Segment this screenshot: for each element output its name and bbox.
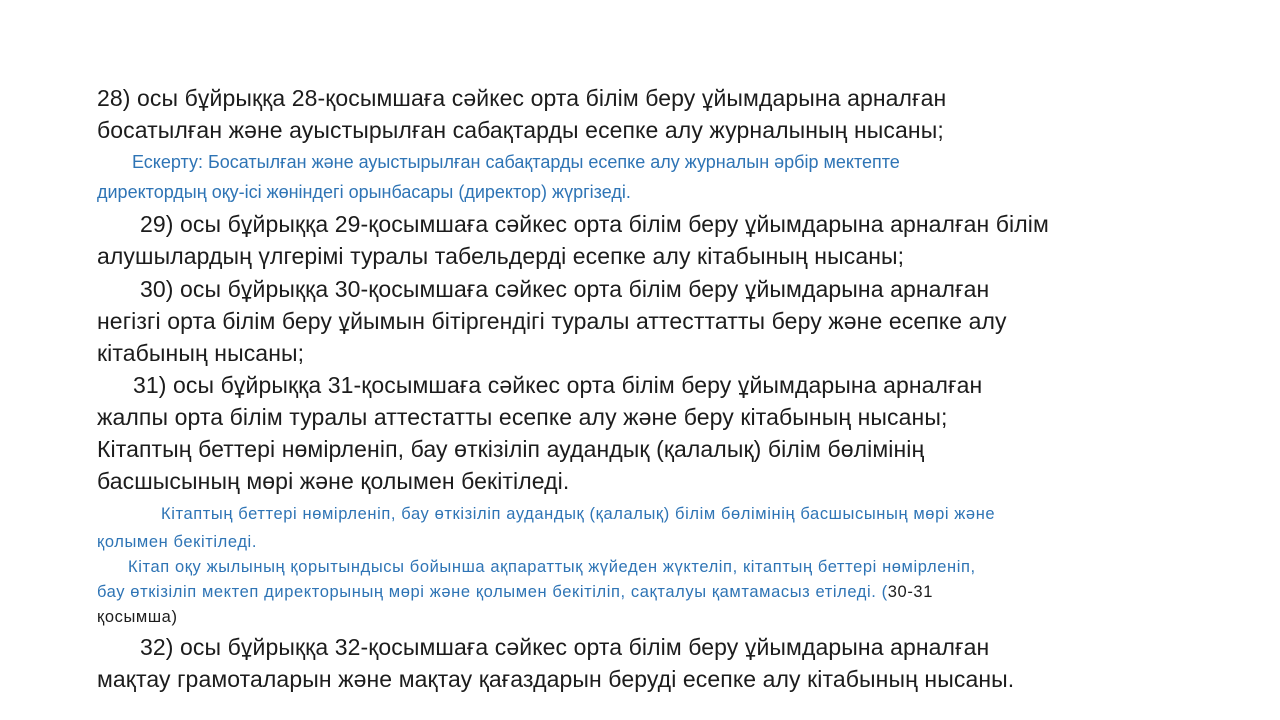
item-30-line-3: кітабының нысаны;: [97, 340, 305, 366]
item-28-line-2: босатылған және ауыстырылған сабақтарды есепке алу журналының нысаны;: [97, 117, 944, 143]
note-31a-line-1: Кітаптың беттері нөмірленіп, бау өткізіліп аудандық (қалалық) білім бөлімінің басшысының мөрі және: [161, 505, 996, 523]
note-31a-line-2: қолымен бекітіледі.: [97, 533, 258, 551]
item-29-line-1: 29) осы бұйрыққа 29-қосымшаға сәйкес орта білім беру ұйымдарына арналған білім: [140, 211, 1049, 237]
item-31-line-4: басшысының мөрі және қолымен бекітіледі.: [97, 468, 570, 494]
item-31-line-3: Кітаптың беттері нөмірленіп, бау өткізіліп аудандық (қалалық) білім бөлімінің: [97, 436, 925, 462]
item-30-line-1: 30) осы бұйрыққа 30-қосымшаға сәйкес орта білім беру ұйымдарына арналған: [140, 276, 990, 302]
note-28-line-2: директордың оқу-ісі жөніндегі орынбасары (директор) жүргізеді.: [97, 182, 631, 202]
item-28-line-1: 28) осы бұйрыққа 28-қосымшаға сәйкес орта білім беру ұйымдарына арналған: [97, 85, 947, 111]
item-32-line-1: 32) осы бұйрыққа 32-қосымшаға сәйкес орта білім беру ұйымдарына арналған: [140, 634, 990, 660]
note-31b-line-1: Кітап оқу жылының қорытындысы бойынша ақпараттық жүйеден жүктеліп, кітаптың беттері нөмірленіп,: [128, 558, 976, 576]
item-31-line-2: жалпы орта білім туралы аттестатты есепке алу және беру кітабының нысаны;: [97, 404, 948, 430]
item-30-line-2: негізгі орта білім беру ұйымын бітіргендігі туралы аттесттатты беру және есепке алу: [97, 308, 1007, 334]
item-29-line-2: алушылардың үлгерімі туралы табельдерді есепке алу кітабының нысаны;: [97, 243, 905, 269]
note-31b-reference: 30-31: [887, 583, 933, 601]
note-31b-line-2: [97, 583, 933, 602]
item-31-line-1: 31) осы бұйрыққа 31-қосымшаға сәйкес орта білім беру ұйымдарына арналған: [133, 372, 983, 398]
note-28-line-1: Ескерту: Босатылған және ауыстырылған сабақтарды есепке алу журналын әрбір мектепте: [132, 152, 900, 172]
item-32-line-2: мақтау грамоталарын және мақтау қағаздарын беруді есепке алу кітабының нысаны.: [97, 666, 1015, 692]
note-31b-line-2-text: бау өткізіліп мектеп директорының мөрі және қолымен бекітіліп, сақталуы қамтамасыз етіледі. (: [97, 583, 888, 601]
note-31b-line-3: қосымша): [97, 608, 178, 626]
